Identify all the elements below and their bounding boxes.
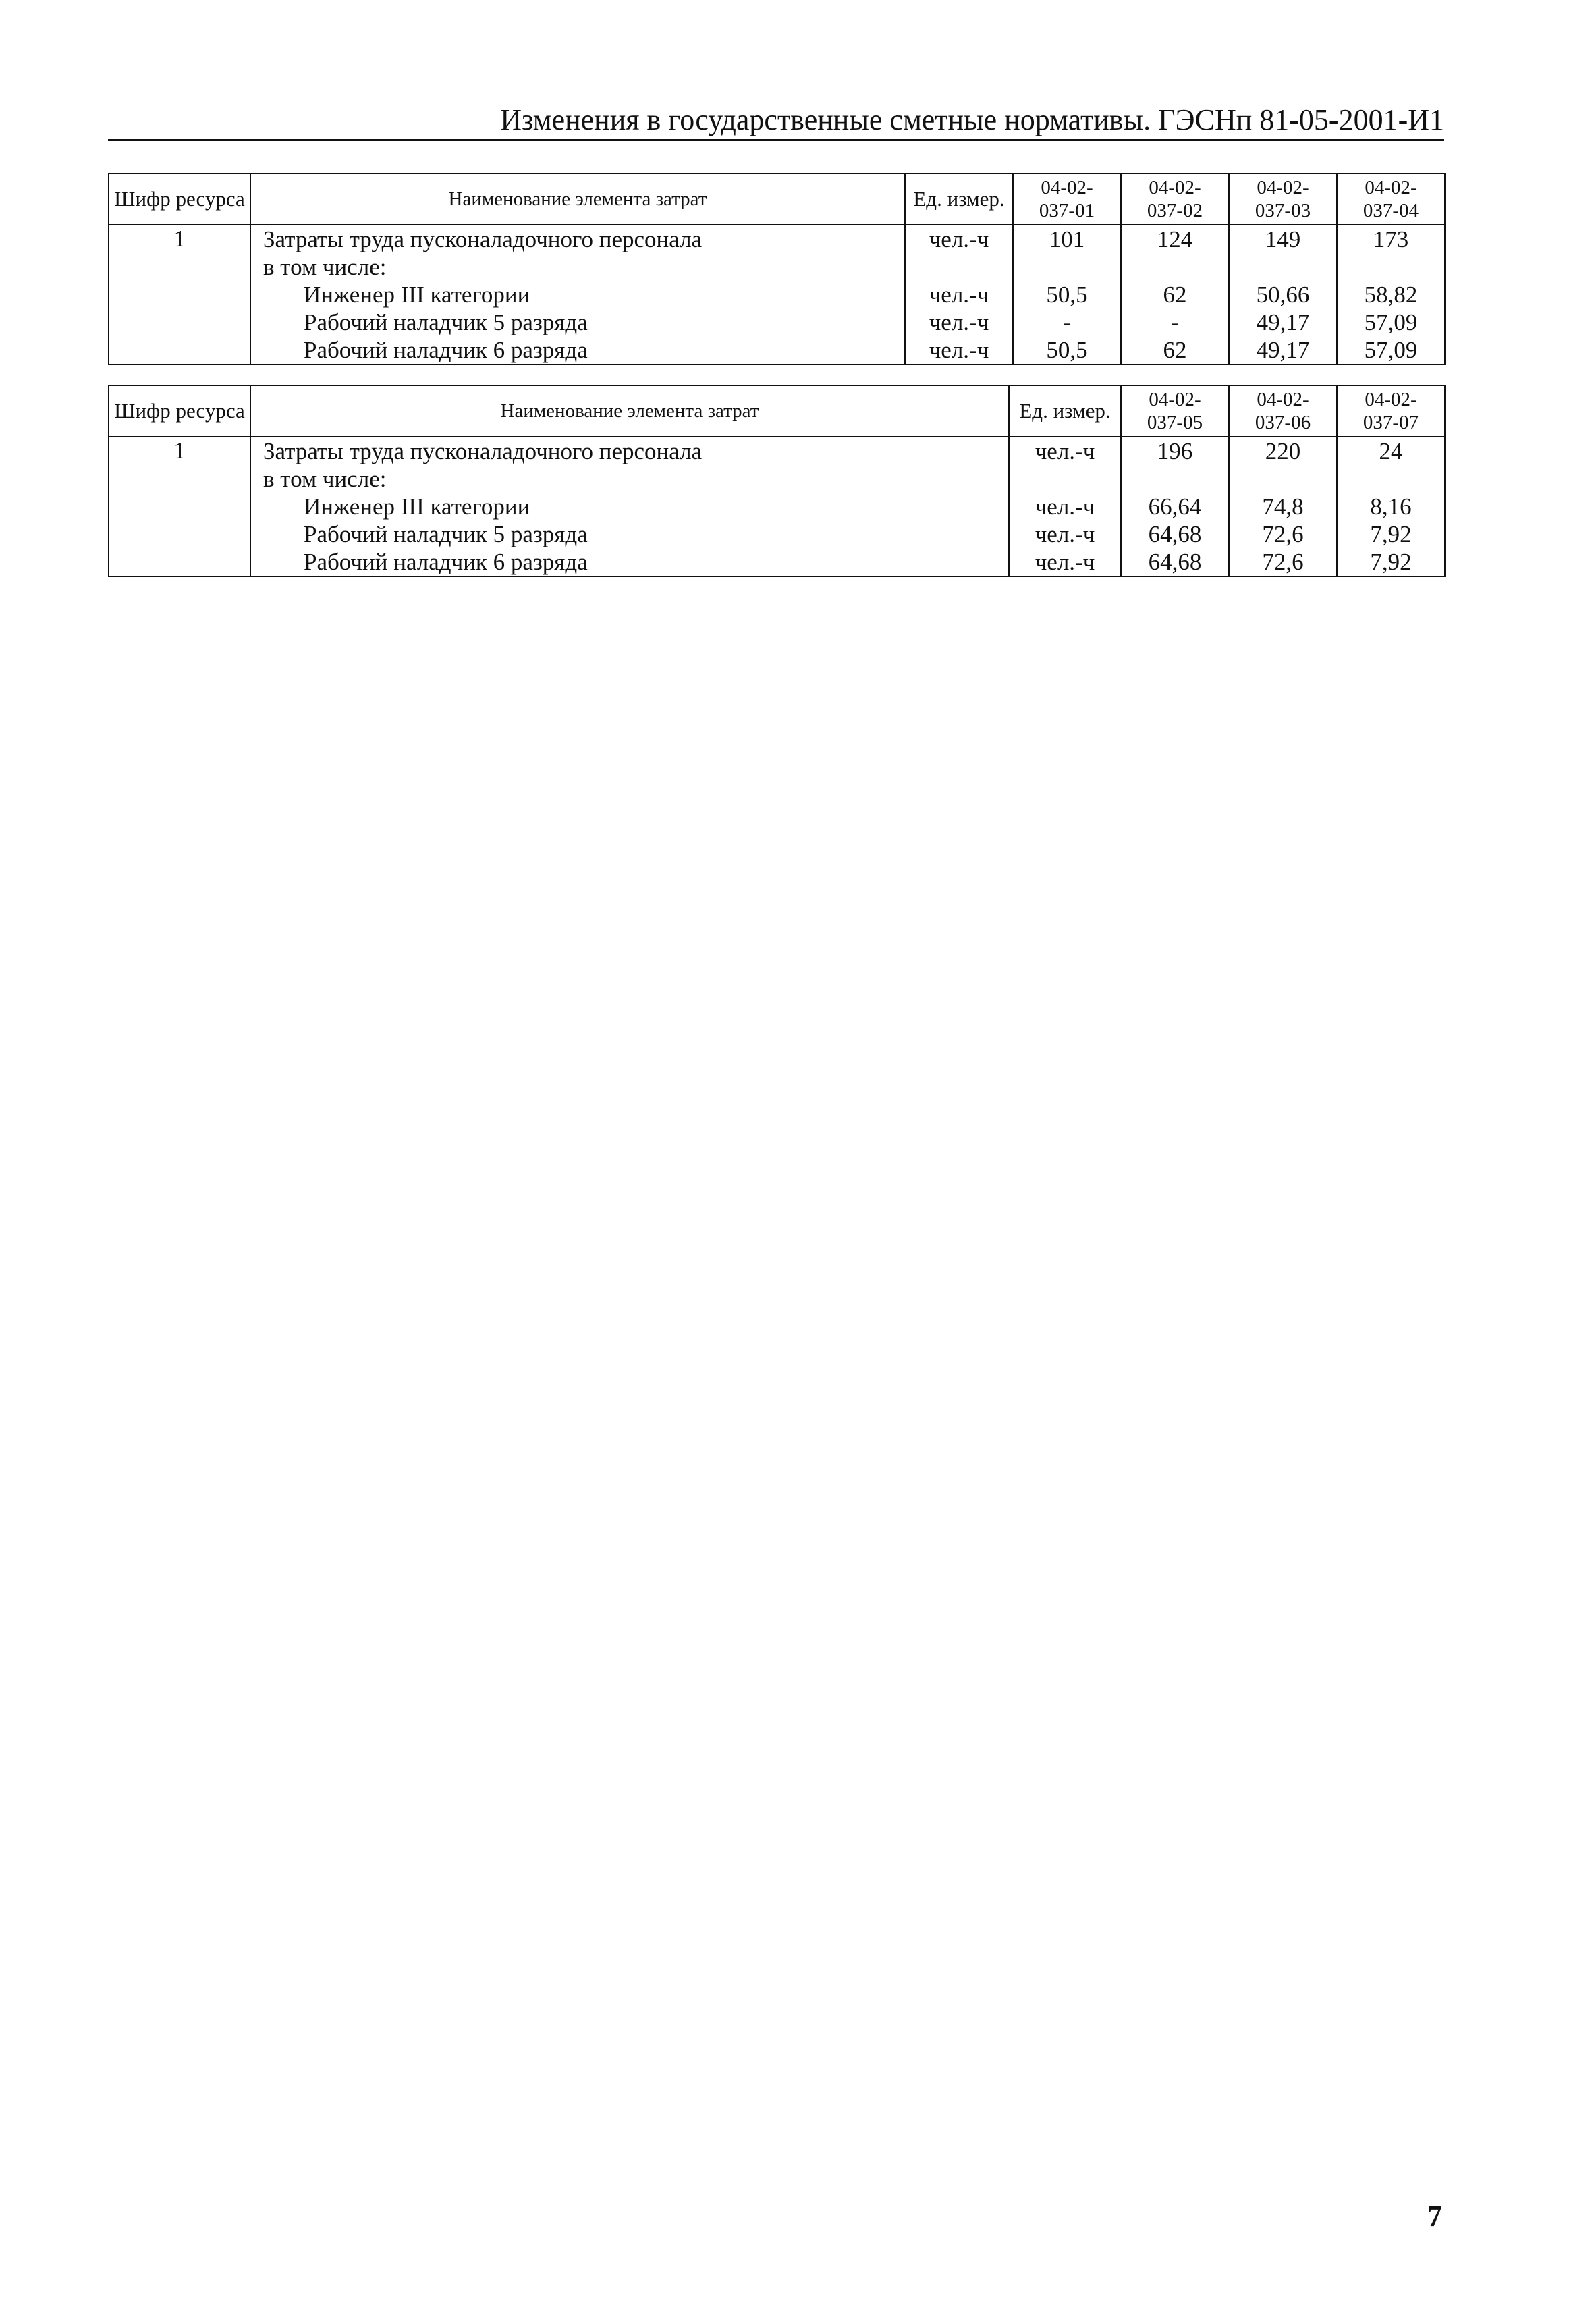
norm-values [1121,437,1229,576]
resource-cipher: 1 [109,225,250,364]
cost-element-names [250,225,905,364]
cost-element-name: Рабочий наладчик 6 разряда [304,337,588,363]
norm-value: 50,66 [1256,281,1310,308]
code-line-2: 037-06 [1255,412,1311,433]
cost-element-name: Рабочий наладчик 6 разряда [304,549,588,575]
cost-element-name: Рабочий наладчик 5 разряда [304,521,588,547]
norm-value: 57,09 [1364,309,1418,335]
code-line-2: 037-07 [1363,412,1419,433]
unit-value: чел.-ч [929,226,989,252]
table-header-row [109,173,1445,225]
norm-value: 72,6 [1262,521,1304,547]
norm-value: 72,6 [1262,549,1304,575]
norm-value: 62 [1163,337,1187,363]
norm-value: 49,17 [1256,337,1310,363]
norm-value [1014,253,1120,281]
code-line-2: 037-04 [1363,200,1419,221]
norm-value: 7,92 [1370,549,1412,575]
norm-values [1337,225,1445,364]
norm-value: 24 [1379,438,1403,464]
code-line-2: 037-05 [1147,412,1203,433]
resource-cipher: 1 [109,437,250,576]
norm-value [1230,253,1336,281]
norm-value: 173 [1373,226,1409,252]
norm-value: 66,64 [1148,493,1202,520]
cost-element-name: Затраты труда пусконаладочного персонала [263,438,703,464]
norm-value [1122,253,1228,281]
table-body-row [109,437,1445,576]
code-line-1: 04-02- [1041,177,1093,198]
norm-value: - [1063,309,1071,335]
column-header-cipher: Шифр ресурса [109,385,250,437]
column-header-name: Наименование элемента затрат [250,173,905,225]
code-line-1: 04-02- [1257,177,1309,198]
unit-value [1010,465,1120,493]
unit-value: чел.-ч [1035,521,1095,547]
column-header-code [1121,173,1229,225]
cost-element-name: Затраты труда пусконаладочного персонала [263,226,703,252]
cost-element-name: в том числе: [263,254,387,280]
unit-value [906,253,1012,281]
norm-value: 50,5 [1046,337,1088,363]
norm-values [1229,225,1337,364]
column-header-code [1229,385,1337,437]
norm-value: 50,5 [1046,281,1088,308]
norm-value [1122,465,1228,493]
unit-value: чел.-ч [929,309,989,335]
norm-value: 64,68 [1148,521,1202,547]
code-line-1: 04-02- [1149,389,1201,410]
cost-table-2 [108,385,1446,577]
column-header-name: Наименование элемента затрат [250,385,1009,437]
unit-value: чел.-ч [929,337,989,363]
table-body-row [109,225,1445,364]
column-header-unit: Ед. измер. [905,173,1013,225]
unit-value: чел.-ч [1035,549,1095,575]
column-header-unit: Ед. измер. [1009,385,1121,437]
norm-value: 220 [1265,438,1301,464]
column-header-code [1013,173,1121,225]
cost-element-name: в том числе: [263,466,387,492]
cost-element-name: Инженер III категории [304,281,530,308]
code-line-1: 04-02- [1365,177,1417,198]
cost-element-name: Инженер III категории [304,493,530,520]
unit-value: чел.-ч [1035,493,1095,520]
norm-values [1013,225,1121,364]
code-line-1: 04-02- [1257,389,1309,410]
norm-value: 196 [1157,438,1193,464]
norm-value [1338,253,1444,281]
code-line-1: 04-02- [1365,389,1417,410]
code-line-1: 04-02- [1149,177,1201,198]
norm-value: 7,92 [1370,521,1412,547]
norm-value [1230,465,1336,493]
column-header-code [1337,385,1445,437]
norm-value: 58,82 [1364,281,1418,308]
norm-value: 8,16 [1370,493,1412,520]
norm-value: 62 [1163,281,1187,308]
column-header-cipher: Шифр ресурса [109,173,250,225]
unit-value: чел.-ч [1035,438,1095,464]
unit-values [905,225,1013,364]
column-header-code [1337,173,1445,225]
unit-values [1009,437,1121,576]
norm-value: 74,8 [1262,493,1304,520]
norm-value: 101 [1049,226,1085,252]
code-line-2: 037-02 [1147,200,1203,221]
cost-element-name: Рабочий наладчик 5 разряда [304,309,588,335]
norm-value: - [1171,309,1179,335]
column-header-code [1121,385,1229,437]
norm-values [1337,437,1445,576]
norm-value: 64,68 [1148,549,1202,575]
norm-value [1338,465,1444,493]
header-divider [108,139,1444,141]
code-line-2: 037-01 [1039,200,1095,221]
norm-value: 149 [1265,226,1301,252]
page-header-title: Изменения в государственные сметные нормативы. ГЭСНп 81-05-2001-И1 [500,103,1444,136]
norm-values [1229,437,1337,576]
page-number: 7 [1427,2200,1442,2233]
unit-value: чел.-ч [929,281,989,308]
code-line-2: 037-03 [1255,200,1311,221]
cost-table-1 [108,173,1446,365]
column-header-code [1229,173,1337,225]
norm-value: 124 [1157,226,1193,252]
table-header-row [109,385,1445,437]
norm-value: 57,09 [1364,337,1418,363]
cost-element-names [250,437,1009,576]
norm-values [1121,225,1229,364]
norm-value: 49,17 [1256,309,1310,335]
